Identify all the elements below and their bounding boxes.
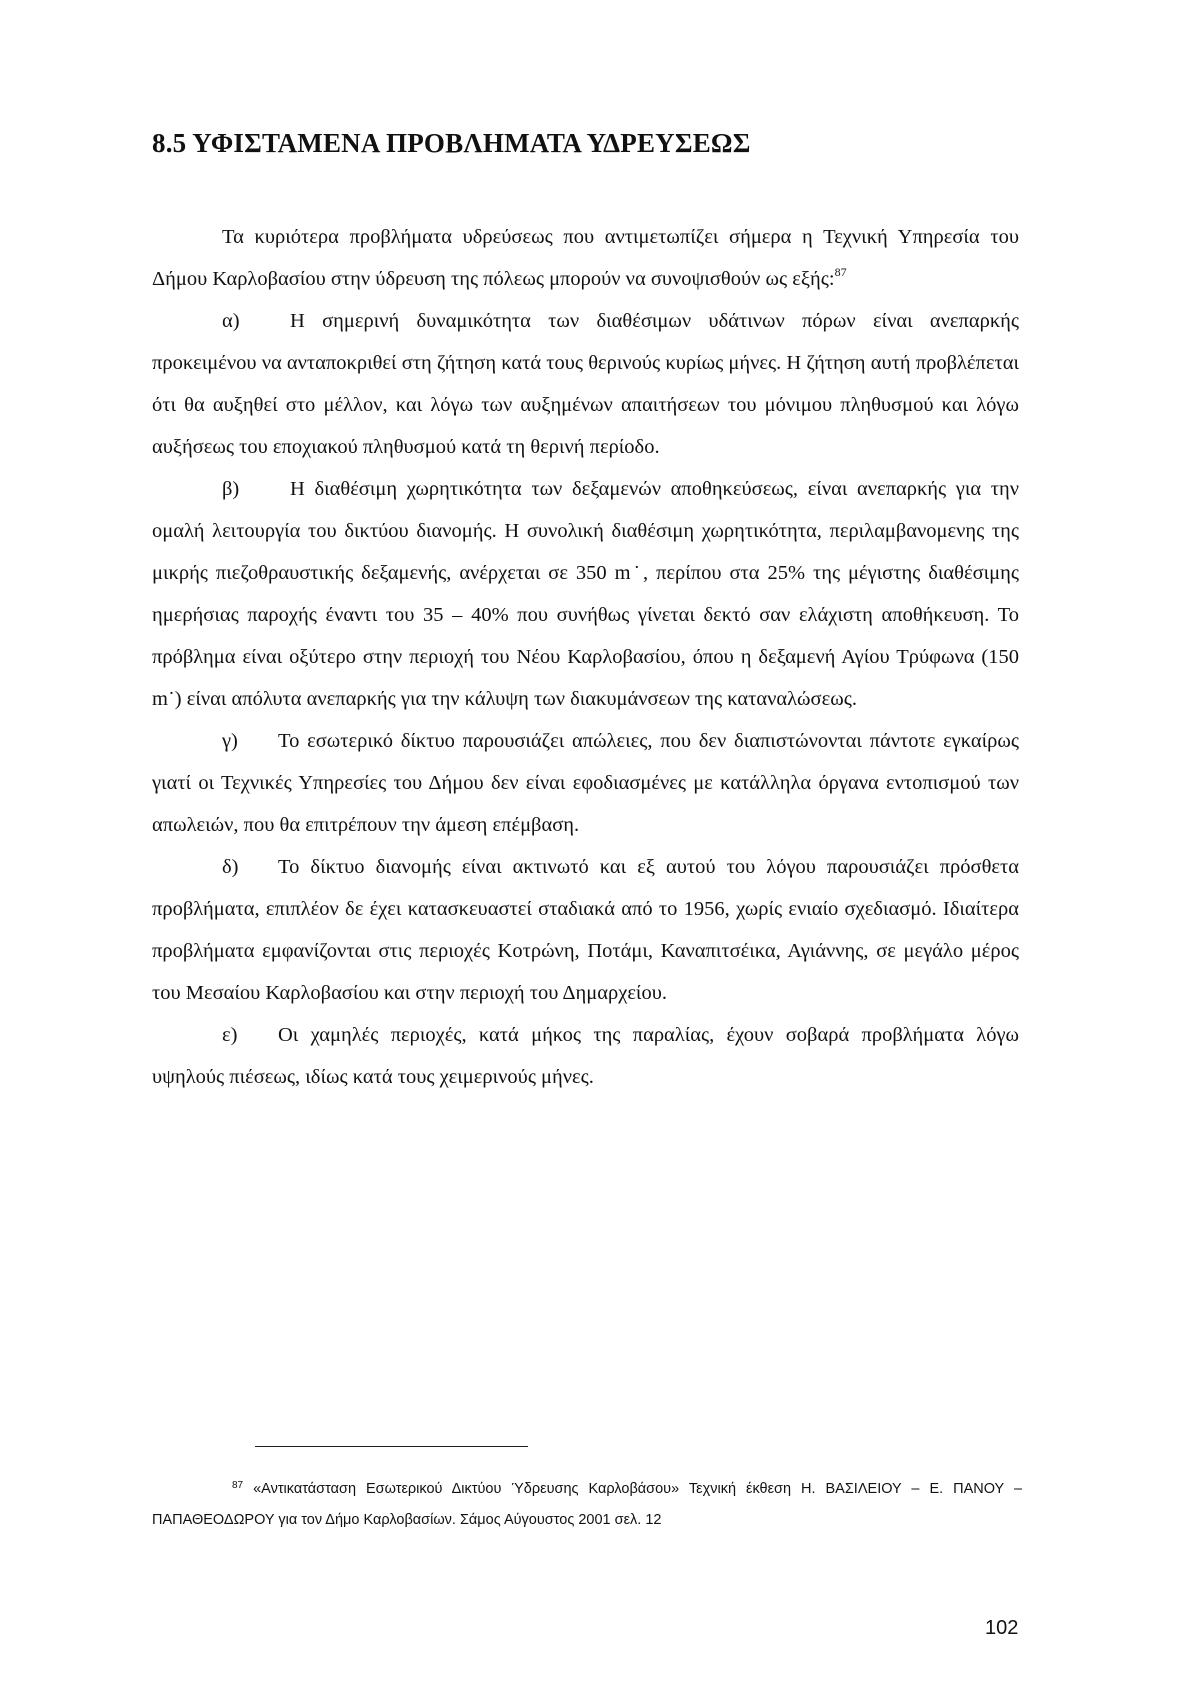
body-text — [152, 216, 1019, 1098]
list-item-text: Η σημερινή δυναμικότητα των διαθέσιμων υδάτινων πόρων είναι ανεπαρκής προκειμένου να ανταποκριθεί στη ζήτηση κατά τους θερινούς κυρίως μήνες. Η ζήτηση αυτή προβλέπεται ότι θα αυξηθεί στο μέλλον, και λόγω των αυξημένων απαιτήσεων του μόνιμου πληθυσμού και λόγω αυξήσεως του εποχιακού πληθυσμού κατά τη θερινή περίοδο. — [152, 310, 1019, 458]
footnote-divider — [255, 1446, 528, 1447]
list-marker: δ) — [222, 856, 239, 878]
list-marker: γ) — [222, 730, 238, 752]
list-item-text: Το δίκτυο διανομής είναι ακτινωτό και εξ αυτού του λόγου παρουσιάζει πρόσθετα προβλήματα, επιπλέον δε έχει κατασκευαστεί σταδιακά από το 1956, χωρίς ενιαίο σχεδιασμό. Ιδιαίτερα προβλήματα εμφανίζονται στις περιοχές Κοτρώνη, Ποτάμι, Καναπιτσέικα, Αγιάννης, σε μεγάλο μέρος του Μεσαίου Καρλοβασίου και στην περιοχή του Δημαρχείου. — [152, 856, 1019, 1004]
list-marker: β) — [222, 478, 240, 500]
section-heading: 8.5 ΥΦΙΣΤΑΜΕΝΑ ΠΡΟΒΛΗΜΑΤΑ ΥΔΡΕΥΣΕΩΣ — [152, 128, 751, 158]
footnote-text: «Αντικατάσταση Εσωτερικού Δικτύου Ύδρευσης Καρλοβάσου» Τεχνική έκθεση Η. ΒΑΣΙΛΕΙΟΥ – Ε. ΠΑΝΟΥ – ΠΑΠΑΘΕΟΔΩΡΟΥ για τον Δήμο Καρλοβασίων. Σάμος Αύγουστος 2001 σελ. 12 — [152, 1481, 1023, 1528]
list-marker: α) — [222, 310, 240, 332]
list-item — [152, 300, 1019, 468]
list-item — [152, 468, 1019, 720]
intro-paragraph — [152, 216, 1019, 300]
list-item-text: Οι χαμηλές περιοχές, κατά μήκος της παραλίας, έχουν σοβαρά προβλήματα λόγω υψηλούς πιέσεως, ιδίως κατά τους χειμερινούς μήνες. — [152, 1024, 1019, 1088]
footnote-reference: 87 — [834, 265, 847, 279]
list-item — [152, 846, 1019, 1014]
footnote — [152, 1474, 1022, 1536]
list-item-text: Το εσωτερικό δίκτυο παρουσιάζει απώλειες, που δεν διαπιστώνονται πάντοτε εγκαίρως γιατί οι Τεχνικές Υπηρεσίες του Δήμου δεν είναι εφοδιασμένες με κατάλληλα όργανα εντοπισμού των απωλειών, που θα επιτρέπουν την άμεση επέμβαση. — [152, 730, 1019, 836]
page-number: 102 — [985, 1617, 1019, 1639]
list-item — [152, 720, 1019, 846]
list-item — [152, 1014, 1019, 1098]
list-item-text: Η διαθέσιμη χωρητικότητα των δεξαμενών αποθηκεύσεως, είναι ανεπαρκής για την ομαλή λειτουργία του δικτύου διανομής. Η συνολική διαθέσιμη χωρητικότητα, περιλαμβανομενης της μικρής πιεζοθραυστικής δεξαμενής, ανέρχεται σε 350 m˙, περίπου στα 25% της μέγιστης διαθέσιμης ημερήσιας παροχής έναντι του 35 – 40% που συνήθως γίνεται δεκτό σαν ελάχιστη αποθήκευση. Το πρόβλημα είναι οξύτερο στην περιοχή του Νέου Καρλοβασίου, όπου η δεξαμενή Αγίου Τρύφωνα (150 m˙) είναι απόλυτα ανεπαρκής για την κάλυψη των διακυμάνσεων της καταναλώσεως. — [152, 478, 1019, 710]
intro-text: Τα κυριότερα προβλήματα υδρεύσεως που αντιμετωπίζει σήμερα η Τεχνική Υπηρεσία του Δήμου Καρλοβασίου στην ύδρευση της πόλεως μπορούν να συνοψισθούν ως εξής: — [152, 226, 1019, 290]
list-marker: ε) — [222, 1024, 238, 1046]
footnote-number: 87 — [232, 1480, 244, 1491]
